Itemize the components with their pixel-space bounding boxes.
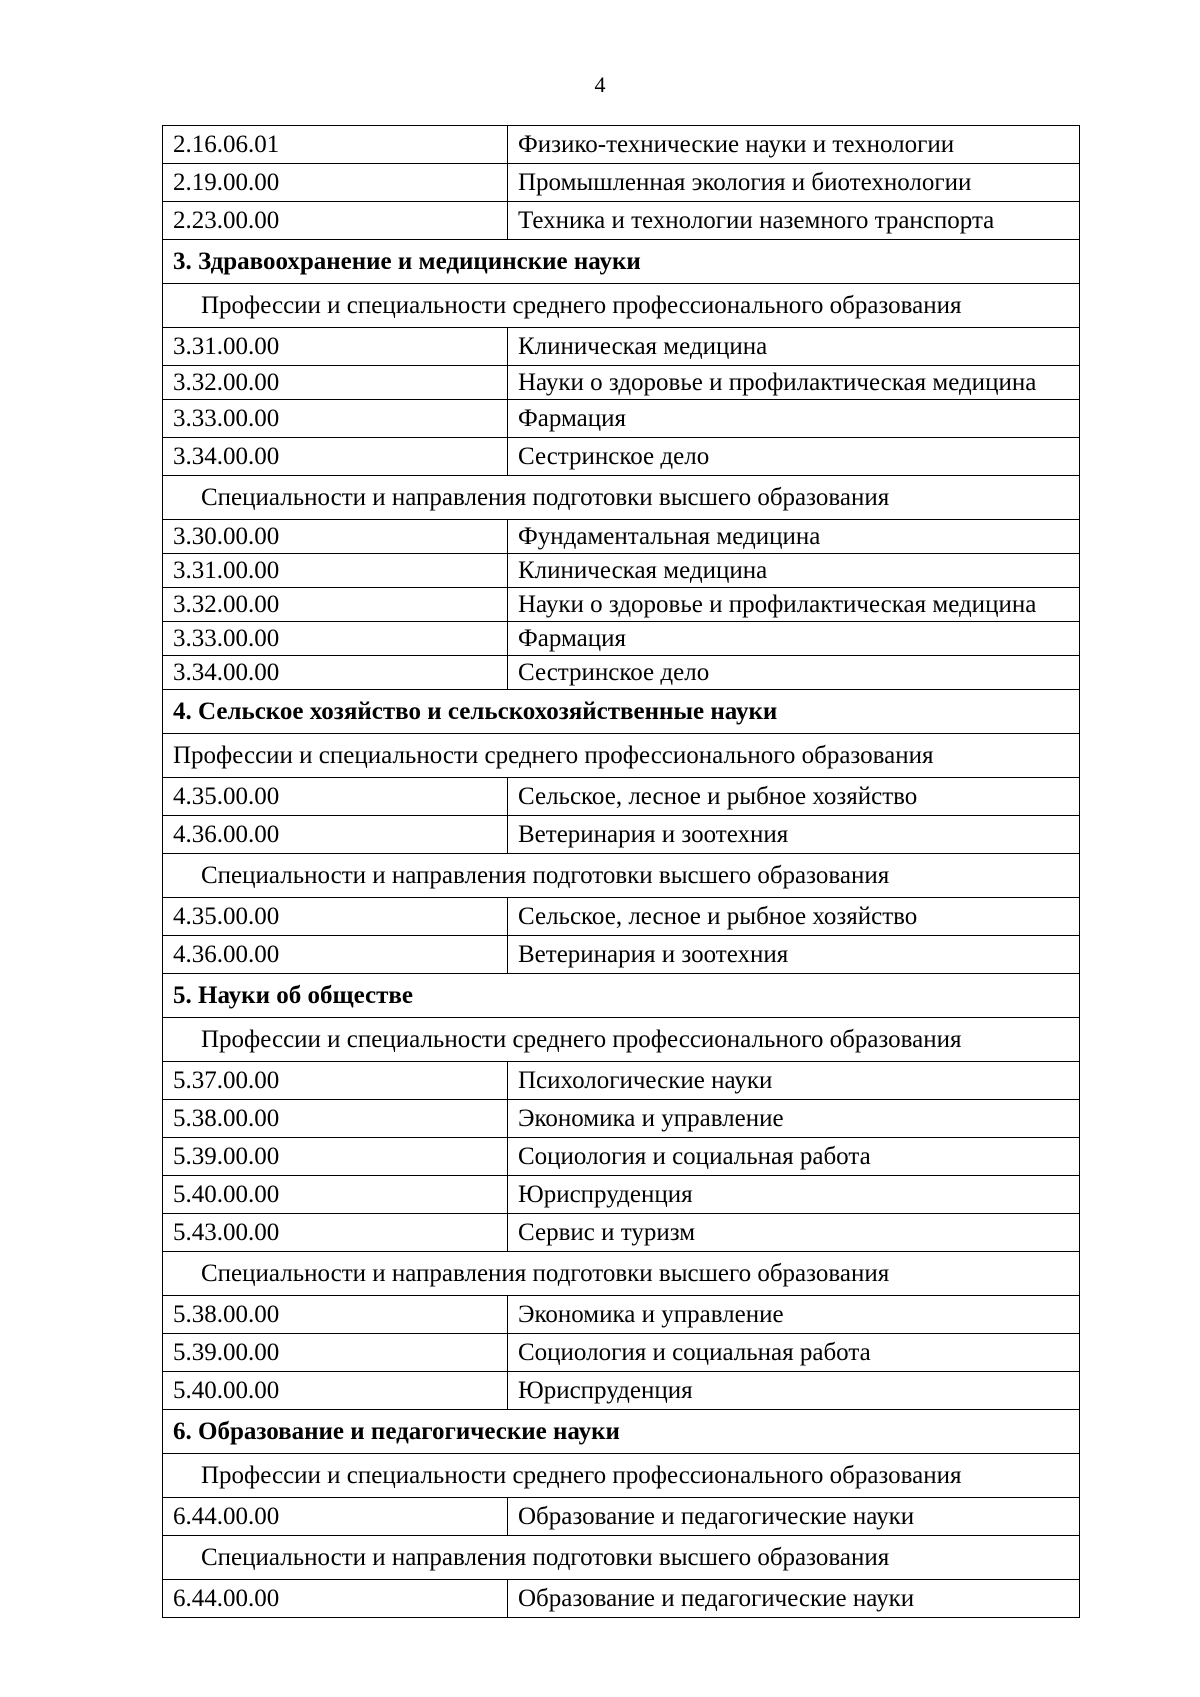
code-cell: 4.36.00.00	[163, 936, 508, 974]
section-heading: 6. Образование и педагогические науки	[163, 1410, 1080, 1454]
section-heading-row	[163, 240, 1080, 284]
subheading-row	[163, 1536, 1080, 1580]
name-cell: Физико-технические науки и технологии	[508, 126, 1080, 164]
name-cell: Социология и социальная работа	[508, 1138, 1080, 1176]
name-cell: Клиническая медицина	[508, 328, 1080, 366]
table-row	[163, 520, 1080, 554]
table-body	[163, 126, 1080, 1618]
table-row	[163, 778, 1080, 816]
subheading-row	[163, 1454, 1080, 1498]
education-level-subheading: Профессии и специальности среднего профессионального образования	[163, 284, 1080, 328]
code-cell: 5.37.00.00	[163, 1062, 508, 1100]
table-row	[163, 588, 1080, 622]
education-level-subheading: Специальности и направления подготовки высшего образования	[163, 476, 1080, 520]
table-row	[163, 656, 1080, 690]
code-cell: 4.35.00.00	[163, 778, 508, 816]
subheading-row	[163, 854, 1080, 898]
name-cell: Ветеринария и зоотехния	[508, 936, 1080, 974]
name-cell: Фундаментальная медицина	[508, 520, 1080, 554]
section-heading: 4. Сельское хозяйство и сельскохозяйственные науки	[163, 690, 1080, 734]
name-cell: Сервис и туризм	[508, 1214, 1080, 1252]
table-row	[163, 1100, 1080, 1138]
code-cell: 5.40.00.00	[163, 1176, 508, 1214]
subheading-row	[163, 1018, 1080, 1062]
name-cell: Юриспруденция	[508, 1372, 1080, 1410]
code-cell: 5.38.00.00	[163, 1296, 508, 1334]
code-cell: 3.34.00.00	[163, 438, 508, 476]
name-cell: Сестринское дело	[508, 656, 1080, 690]
code-cell: 4.35.00.00	[163, 898, 508, 936]
name-cell: Фармация	[508, 622, 1080, 656]
name-cell: Экономика и управление	[508, 1100, 1080, 1138]
code-cell: 3.31.00.00	[163, 328, 508, 366]
code-cell: 5.39.00.00	[163, 1334, 508, 1372]
specialties-table	[162, 125, 1080, 1618]
education-level-subheading: Профессии и специальности среднего профессионального образования	[163, 734, 1080, 778]
name-cell: Техника и технологии наземного транспорта	[508, 202, 1080, 240]
name-cell: Ветеринария и зоотехния	[508, 816, 1080, 854]
table-row	[163, 1372, 1080, 1410]
code-cell: 3.33.00.00	[163, 400, 508, 438]
table-row	[163, 1498, 1080, 1536]
table-row	[163, 936, 1080, 974]
education-level-subheading: Специальности и направления подготовки высшего образования	[163, 1252, 1080, 1296]
name-cell: Образование и педагогические науки	[508, 1498, 1080, 1536]
code-cell: 2.16.06.01	[163, 126, 508, 164]
education-level-subheading: Профессии и специальности среднего профессионального образования	[163, 1018, 1080, 1062]
table-row	[163, 622, 1080, 656]
name-cell: Психологические науки	[508, 1062, 1080, 1100]
table-row	[163, 554, 1080, 588]
subheading-row	[163, 734, 1080, 778]
table-row	[163, 1334, 1080, 1372]
education-level-subheading: Профессии и специальности среднего профессионального образования	[163, 1454, 1080, 1498]
code-cell: 3.30.00.00	[163, 520, 508, 554]
table-row	[163, 202, 1080, 240]
table-row	[163, 1062, 1080, 1100]
section-heading-row	[163, 690, 1080, 734]
name-cell: Промышленная экология и биотехнологии	[508, 164, 1080, 202]
table-row	[163, 1214, 1080, 1252]
table-row	[163, 1296, 1080, 1334]
code-cell: 5.39.00.00	[163, 1138, 508, 1176]
code-cell: 3.31.00.00	[163, 554, 508, 588]
education-level-subheading: Специальности и направления подготовки высшего образования	[163, 1536, 1080, 1580]
name-cell: Сельское, лесное и рыбное хозяйство	[508, 898, 1080, 936]
table-row	[163, 1138, 1080, 1176]
subheading-row	[163, 284, 1080, 328]
name-cell: Сельское, лесное и рыбное хозяйство	[508, 778, 1080, 816]
code-cell: 2.19.00.00	[163, 164, 508, 202]
name-cell: Науки о здоровье и профилактическая медицина	[508, 366, 1080, 400]
code-cell: 4.36.00.00	[163, 816, 508, 854]
table-row	[163, 438, 1080, 476]
name-cell: Социология и социальная работа	[508, 1334, 1080, 1372]
name-cell: Фармация	[508, 400, 1080, 438]
code-cell: 3.34.00.00	[163, 656, 508, 690]
code-cell: 6.44.00.00	[163, 1580, 508, 1618]
table-row	[163, 366, 1080, 400]
section-heading: 5. Науки об обществе	[163, 974, 1080, 1018]
name-cell: Образование и педагогические науки	[508, 1580, 1080, 1618]
page-number: 4	[594, 72, 606, 97]
table-row	[163, 164, 1080, 202]
section-heading-row	[163, 974, 1080, 1018]
subheading-row	[163, 1252, 1080, 1296]
table-row	[163, 898, 1080, 936]
code-cell: 5.40.00.00	[163, 1372, 508, 1410]
table-row	[163, 1176, 1080, 1214]
name-cell: Науки о здоровье и профилактическая медицина	[508, 588, 1080, 622]
table-row	[163, 816, 1080, 854]
section-heading: 3. Здравоохранение и медицинские науки	[163, 240, 1080, 284]
code-cell: 6.44.00.00	[163, 1498, 508, 1536]
table-row	[163, 328, 1080, 366]
code-cell: 5.38.00.00	[163, 1100, 508, 1138]
table-row	[163, 1580, 1080, 1618]
code-cell: 2.23.00.00	[163, 202, 508, 240]
code-cell: 3.33.00.00	[163, 622, 508, 656]
code-cell: 5.43.00.00	[163, 1214, 508, 1252]
name-cell: Клиническая медицина	[508, 554, 1080, 588]
table-row	[163, 126, 1080, 164]
table-row	[163, 400, 1080, 438]
code-cell: 3.32.00.00	[163, 588, 508, 622]
name-cell: Юриспруденция	[508, 1176, 1080, 1214]
code-cell: 3.32.00.00	[163, 366, 508, 400]
name-cell: Сестринское дело	[508, 438, 1080, 476]
education-level-subheading: Специальности и направления подготовки высшего образования	[163, 854, 1080, 898]
subheading-row	[163, 476, 1080, 520]
section-heading-row	[163, 1410, 1080, 1454]
name-cell: Экономика и управление	[508, 1296, 1080, 1334]
